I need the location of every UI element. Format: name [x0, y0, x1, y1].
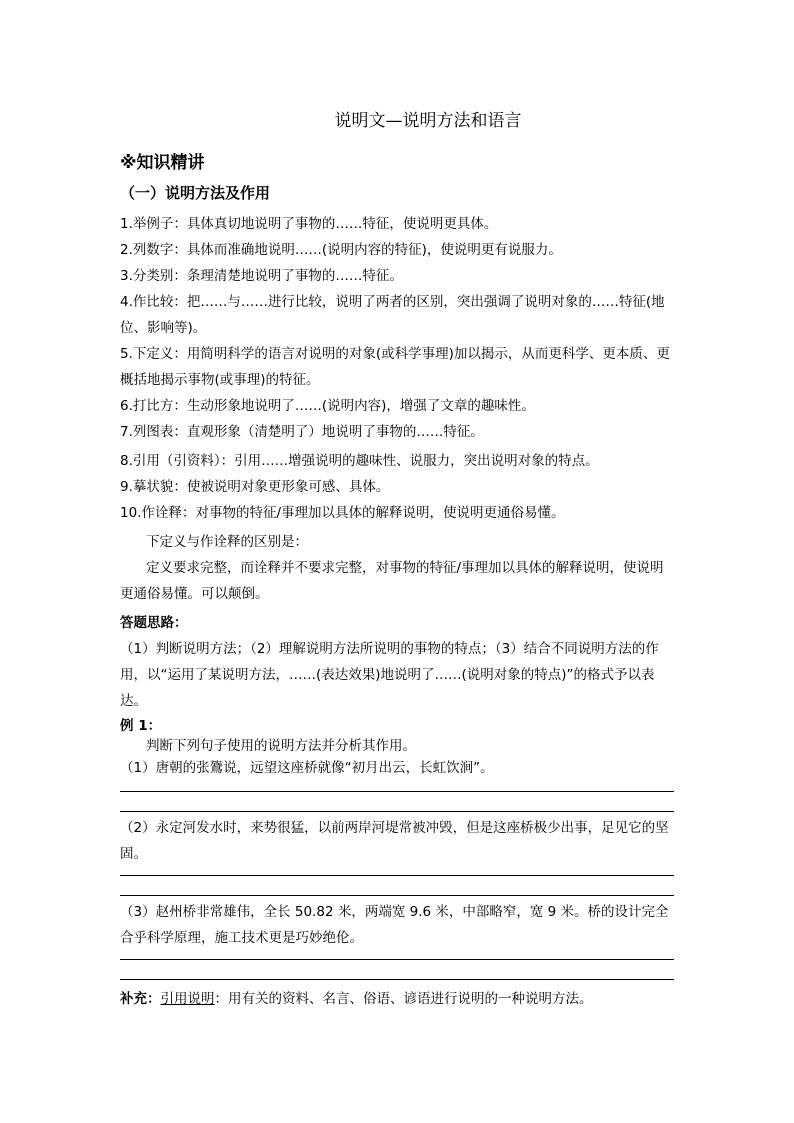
example-instruction: 判断下列句子使用的说明方法并分析其作用。	[146, 738, 416, 754]
difference-intro: 下定义与作诠释的区别是：	[146, 534, 308, 550]
supplement-note	[120, 986, 676, 1012]
method-item-4: 4.作比较：把……与……进行比较，说明了两者的区别，突出强调了说明对象的……特征(地位、影响等)。	[120, 294, 665, 336]
example-label: 例 1：	[120, 718, 162, 734]
method-item-1: 1.举例子：具体真切地说明了事物的……特征，使说明更具体。	[120, 216, 498, 232]
supplement-term: 引用说明	[160, 991, 215, 1007]
section-heading: ※知识精讲	[120, 153, 205, 173]
answer-line	[120, 895, 674, 896]
answer-line	[120, 791, 674, 792]
method-item-10: 10.作诠释：对事物的特征/事理加以具体的解释说明，使说明更通俗易懂。	[120, 505, 565, 521]
sub-heading: （一）说明方法及作用	[120, 184, 271, 202]
method-item-9: 9.摹状貌：使被说明对象更形象可感、具体。	[120, 479, 390, 495]
method-item-5: 5.下定义：用简明科学的语言对说明的对象(或科学事理)加以揭示，从而更科学、更本质、更概括地揭示事物(或事理)的特征。	[120, 346, 670, 388]
method-item-2: 2.列数字：具体而准确地说明……(说明内容的特征)，使说明更有说服力。	[120, 242, 562, 258]
difference-text: 定义要求完整，而诠释并不要求完整，对事物的特征/事理加以具体的解释说明，使说明更通俗易懂。可以颠倒。	[120, 560, 664, 602]
approach-label: 答题思路：	[120, 615, 188, 631]
answer-line	[120, 979, 674, 980]
method-item-7: 7.列图表：直观形象（清楚明了）地说明了事物的……特征。	[120, 424, 484, 440]
supplement-label: 补充：	[120, 991, 161, 1007]
page-title: 说明文—说明方法和语言	[334, 111, 522, 131]
answer-line	[120, 959, 674, 960]
supplement-text: ：用有关的资料、名言、俗语、谚语进行说明的一种说明方法。	[214, 991, 593, 1007]
method-item-6: 6.打比方：生动形象地说明了……(说明内容)，增强了文章的趣味性。	[120, 398, 535, 414]
answer-line	[120, 875, 674, 876]
question-3: （3）赵州桥非常雄伟，全长 50.82 米，两端宽 9.6 米，中部略窄，宽 9 米。桥的设计完全合乎科学原理，施工技术更是巧妙绝伦。	[120, 904, 669, 946]
method-item-3: 3.分类别：条理清楚地说明了事物的……特征。	[120, 268, 403, 284]
method-item-8: 8.引用（引资料）：引用……增强说明的趣味性、说服力，突出说明对象的特点。	[120, 453, 599, 469]
question-2: （2）永定河发水时，来势很猛，以前两岸河堤常被冲毁，但是这座桥极少出事，足见它的坚固。	[120, 820, 669, 862]
question-1: （1）唐朝的张鷟说，远望这座桥就像“初月出云，长虹饮涧”。	[120, 760, 494, 776]
answer-line	[120, 811, 674, 812]
approach-text: （1）判断说明方法；（2）理解说明方法所说明的事物的特点；（3）结合不同说明方法的作用，以“运用了某说明方法，……(表达效果)地说明了……(说明对象的特点)”的格式予以表达。	[120, 641, 659, 709]
